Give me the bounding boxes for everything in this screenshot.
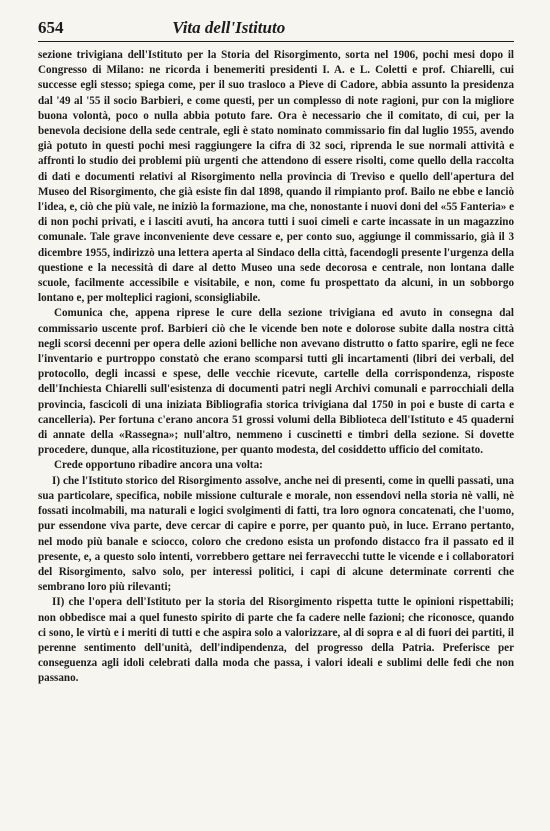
paragraph-3: Crede opportuno ribadire ancora una volta: <box>54 459 263 472</box>
paragraph-2: Comunica che, appena riprese le cure della sezione trivigiana ed avuto in consegna dal commissario uscente prof. Barbieri ciò che le vicende ben note e dolorose subite dalla nostra città negli scorsi decenni per opera delle azioni belliche non avevano distrutto o fatto sparire, egli ne fece l'inventario e purtroppo constatò che erano scomparsi tutti gli incartamenti (libri dei verbali, del protocollo, degli incassi e spese, delle vecchie ricevute, cartelle della corrispondenza, risposte dell'Inchiesta Chiarelli sull'esistenza di documenti patri negli Archivi comunali e parrocchiali della provincia, fascicoli di una iniziata Bibliografia storica trivigiana dal 1750 in poi e buste di carta e cancelleria). Per fortuna c'erano ancora 51 grossi volumi della Biblioteca dell'Istituto e 45 quaderni di annate della «Rassegna»; null'altro, nemmeno i cuscinetti e timbri della sezione. Si dovette procedere, dunque, alla ricostituzione, per quanto modesta, del cosiddetto ufficio del comitato. <box>38 307 514 457</box>
paragraph-1: sezione trivigiana dell'Istituto per la Storia del Risorgimento, sorta nel 1906, pochi mesi dopo il Congresso di Milano: ne ricorda i benemeriti presidenti I. A. e L. Coletti e prof. Chiarelli, cui successe egli stesso; spiega come, per il suo trasloco a Pieve di Cadore, abbia assunto la presidenza dal '49 al '55 il socio Barbieri, e come questi, per un complesso di note ragioni, pur con la migliore buona volontà, poco o nulla abbia potuto fare. Ora è necessario che il comitato, di cui, per la benevola decisione della sede centrale, egli è stato nominato commissario fin dal luglio 1955, avendo già potuto in questi pochi mesi raggiungere la cifra di 32 soci, riprenda le sue normali attività e affronti lo studio dei problemi più urgenti che attendono di essere risolti, come quello della raccolta di dati e documenti relativi al Risorgimento nella provincia di Treviso e quello dell'apertura del Museo del Risorgimento, che già esiste fin dal 1898, quando il rimpianto prof. Bailo ne ebbe e lanciò l'idea, e, ciò che più vale, ne iniziò la formazione, ma che, nonostante i nuovi doni del «55 Fanteria» e di non pochi privati, e i lasciti avuti, ha ancora tutti i suoi cimeli e carte incassate in un magazzino comunale. Tale grave inconveniente deve cessare e, per conto suo, aggiunge il commissario, già il 3 dicembre 1955, indirizzò una lettera aperta al Sindaco della città, facendogli presente l'urgenza della questione e la necessità di dare al detto Museo una sede decorosa e centrale, non lontana dalle scuole, facilmente accessibile e visitabile, e non, come fu prospettato da alcuni, in un sobborgo lontano e, per molteplici ragioni, sconsigliabile. <box>38 49 514 305</box>
running-title: Vita dell'Istituto <box>172 18 286 37</box>
page-number: 654 <box>38 18 64 37</box>
paragraph-5: II) che l'opera dell'Istituto per la storia del Risorgimento rispetta tutte le opinioni rispettabili; non obbedisce mai a quel funesto spirito di parte che fa cadere nelle fazioni; che riconosce, quando ci sono, le virtù e i meriti di tutti e che aspira solo a valorizzare, al di sopra e al di fuori dei partiti, il perenne sentimento dell'unità, dell'indipendenza, del progresso della Patria. Preferisce per conseguenza agli idoli celebrati dalla moda che passa, i valori ideali e sublimi delle fedi che non passano. <box>38 596 514 685</box>
paragraph-4: I) che l'Istituto storico del Risorgimento assolve, anche nei di presenti, come in quelli passati, una sua particolare, specifica, nobile missione culturale e morale, non essendovi nella storia nè valli, nè fossati incolmabili, ma naturali e logici svolgimenti di fatti, tra loro ognora concatenati, che l'uomo, pur essendone viva parte, deve cercar di capire e porre, per quanto può, in luce. Errano pertanto, nel modo più banale e sciocco, coloro che credono esista un profondo distacco fra il passato ed il presente, e, a questo solo intenti, vorrebbero gettare nei ferravecchi tutte le vicende e i collaboratori del Risorgimento, salvo solo, per interessi politici, i capi di alcune determinate correnti che sembrano loro più rilevanti; <box>38 474 514 594</box>
page-header <box>38 18 514 38</box>
header-rule <box>38 41 514 42</box>
